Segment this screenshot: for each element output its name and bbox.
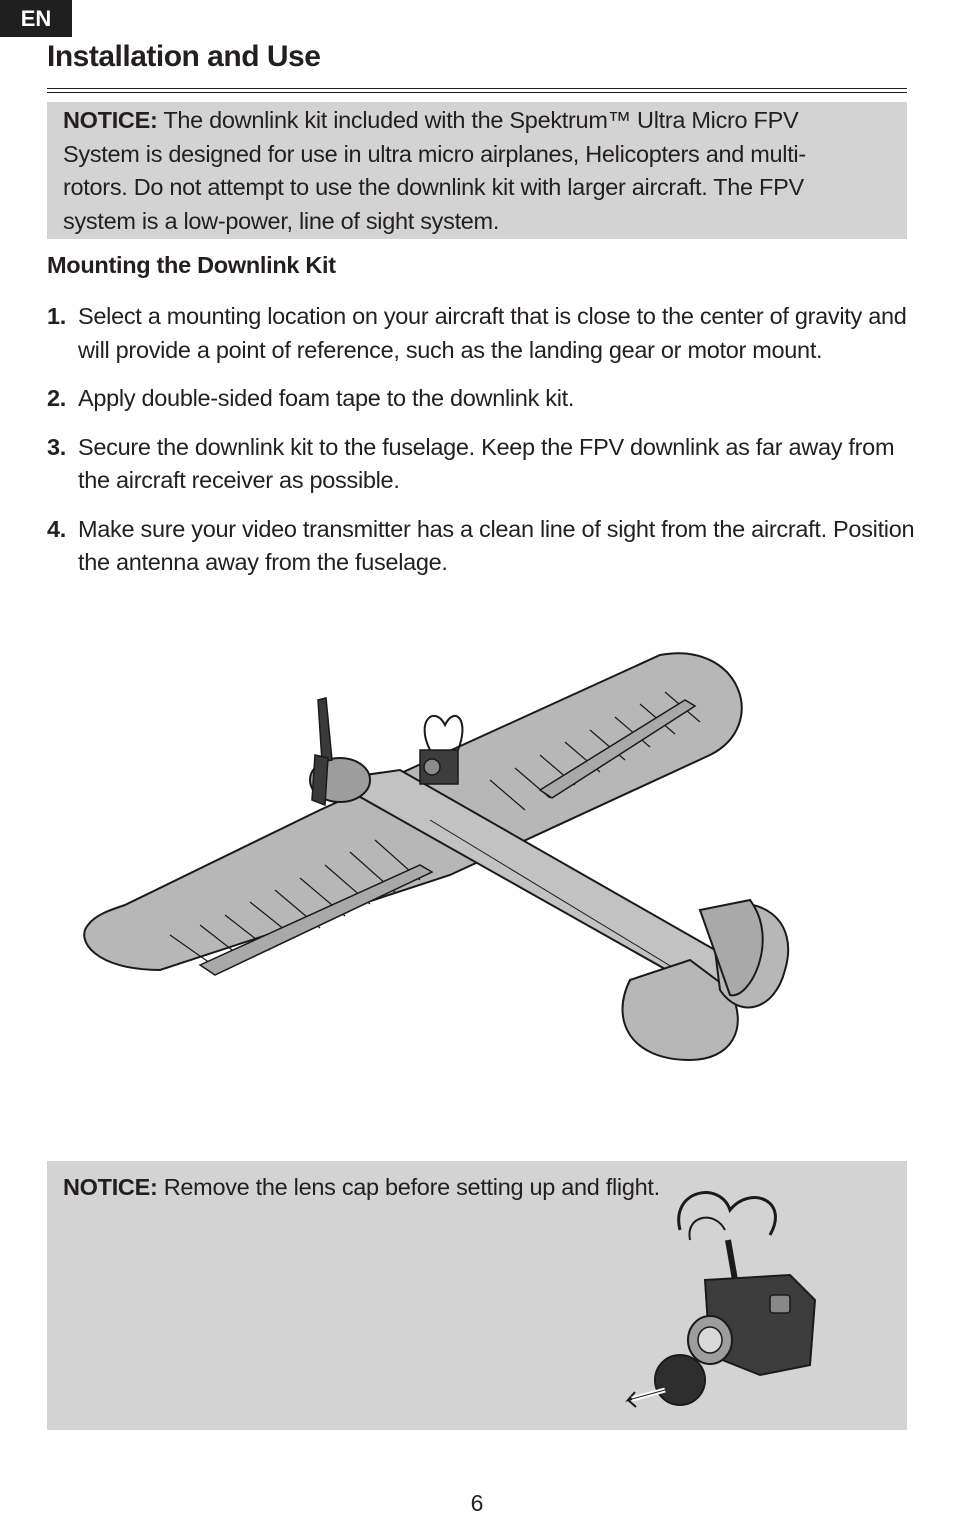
- notice-text: [63, 104, 867, 238]
- step-text: Select a mounting location on your aircraft that is close to the center of gravity and will provide a point of reference, such as the landing gear or motor mount.: [78, 303, 907, 363]
- step-text: Secure the downlink kit to the fuselage. Keep the FPV downlink as far away from the aircraft receiver as possible.: [78, 433, 895, 493]
- language-tab: EN: [0, 0, 72, 37]
- notice-box-downlink: [47, 102, 907, 239]
- step-item: [47, 300, 917, 367]
- airplane-illustration: [70, 640, 810, 1070]
- mounting-steps-list: [47, 300, 917, 595]
- step-number: 2.: [47, 385, 66, 411]
- step-item: [47, 431, 917, 498]
- notice-body: The downlink kit included with the Spektrum™ Ultra Micro FPV System is designed for use in ultra micro airplanes, Helicopters and multi-rotors. Do not attempt to use the downlink kit with larger aircraft. The FPV system is a low-power, line of sight system.: [63, 107, 806, 234]
- page-title: Installation and Use: [47, 40, 321, 73]
- notice-label: NOTICE:: [63, 107, 158, 133]
- step-item: [47, 513, 917, 580]
- step-number: 1.: [47, 303, 66, 329]
- step-text: Make sure your video transmitter has a clean line of sight from the aircraft. Position the antenna away from the fuselage.: [78, 515, 915, 575]
- step-text: Apply double-sided foam tape to the downlink kit.: [78, 385, 575, 411]
- step-number: 3.: [47, 433, 66, 460]
- section-heading: Mounting the Downlink Kit: [47, 252, 336, 278]
- camera-lens-cap-illustration: [610, 1180, 830, 1410]
- page-number: 6: [470, 1490, 484, 1516]
- title-rule-bottom: [47, 92, 907, 93]
- notice-label: NOTICE:: [63, 1174, 158, 1200]
- title-rule-top: [47, 88, 907, 89]
- notice-body: Remove the lens cap before setting up and flight.: [157, 1174, 660, 1200]
- step-item: [47, 382, 917, 416]
- step-number: 4.: [47, 515, 66, 542]
